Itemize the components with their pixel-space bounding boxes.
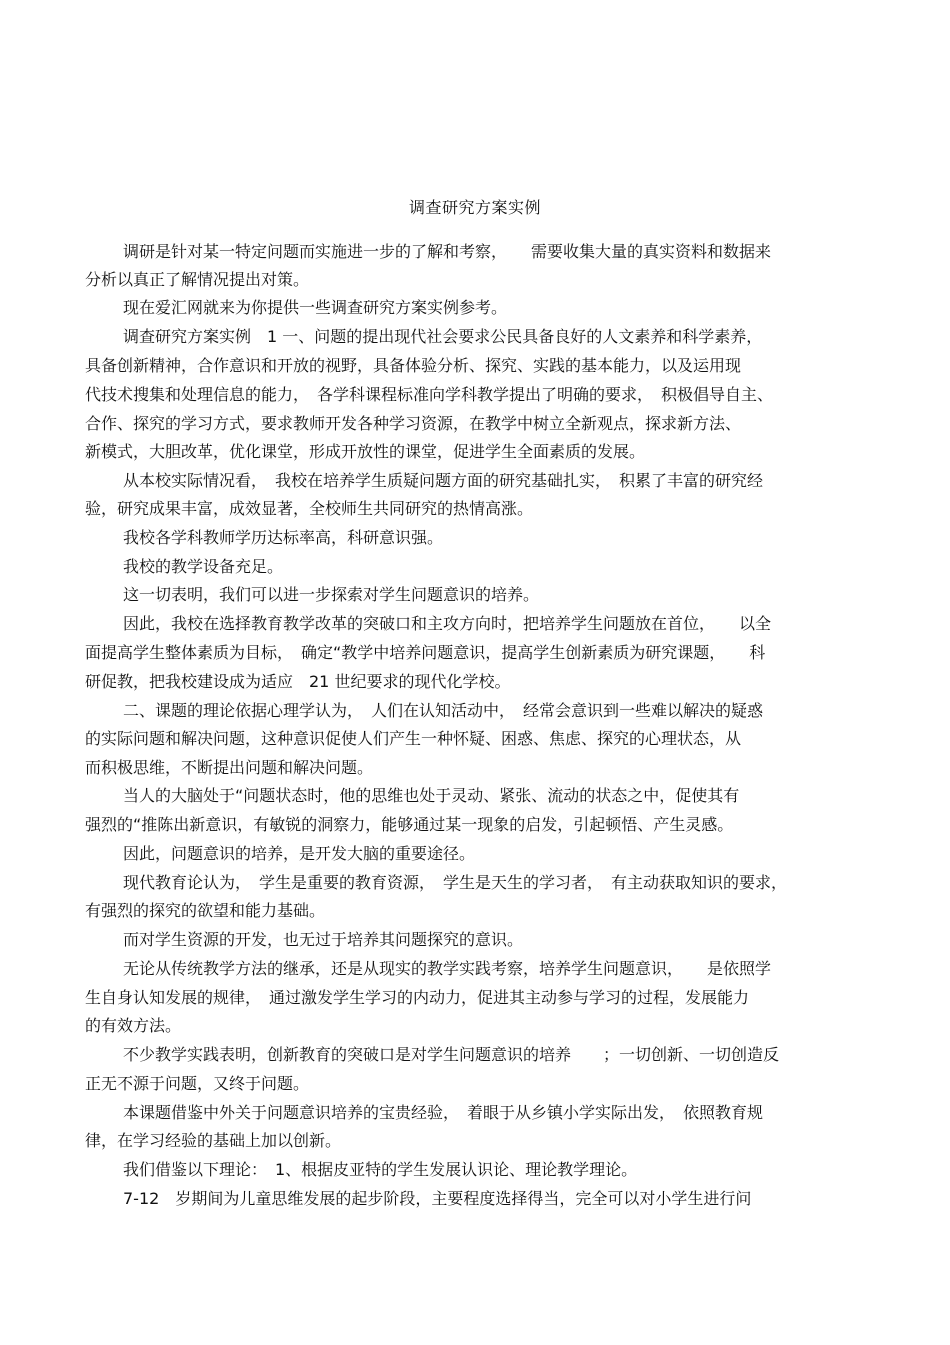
paragraph-line: 的实际问题和解决问题，这种意识促使人们产生一种怀疑、困惑、焦虑、探究的心理状态，从 <box>85 729 742 748</box>
paragraph-line: 分析以真正了解情况提出对策。 <box>85 270 310 289</box>
paragraph-line: 调研是针对某一特定问题而实施进一步的了解和考察， 需要收集大量的真实资料和数据来 <box>123 242 772 261</box>
paragraph-line: 新模式，大胆改革，优化课堂，形成开放性的课堂，促进学生全面素质的发展。 <box>85 442 646 461</box>
paragraph-line: 研促教，把我校建设成为适应 21 世纪要求的现代化学校。 <box>85 672 511 691</box>
paragraph-line: 无论从传统教学方法的继承，还是从现实的教学实践考察，培养学生问题意识， 是依照学 <box>123 959 772 978</box>
paragraph-line: 代技术搜集和处理信息的能力， 各学科课程标准向学科教学提出了明确的要求， 积极倡导自主、 <box>85 385 774 404</box>
paragraph-line: 二、课题的理论依据心理学认为， 人们在认知活动中， 经常会意识到一些难以解决的疑惑 <box>123 701 764 720</box>
paragraph-line: 而积极思维，不断提出问题和解决问题。 <box>85 758 374 777</box>
paragraph-line: 有强烈的探究的欲望和能力基础。 <box>85 901 326 920</box>
paragraph-line: 生自身认知发展的规律， 通过激发学生学习的内动力，促进其主动参与学习的过程，发展能力 <box>85 988 750 1007</box>
paragraph-line: 我们借鉴以下理论： 1、根据皮亚特的学生发展认识论、理论教学理论。 <box>123 1160 638 1179</box>
paragraph-line: 现在爱汇网就来为你提供一些调查研究方案实例参考。 <box>123 298 508 317</box>
paragraph-line: 现代教育论认为， 学生是重要的教育资源， 学生是天生的学习者， 有主动获取知识的要求， <box>123 873 788 892</box>
paragraph-line: 本课题借鉴中外关于问题意识培养的宝贵经验， 着眼于从乡镇小学实际出发， 依照教育规 <box>123 1103 764 1122</box>
paragraph-line: 这一切表明，我们可以进一步探索对学生问题意识的培养。 <box>123 585 540 604</box>
paragraph-line: 具备创新精神，合作意识和开放的视野，具备体验分析、探究、实践的基本能力，以及运用现 <box>85 356 742 375</box>
paragraph-line: 验，研究成果丰富，成效显著，全校师生共同研究的热情高涨。 <box>85 499 534 518</box>
paragraph-line: 当人的大脑处于“问题状态时，他的思维也处于灵动、紧张、流动的状态之中，促使其有 <box>123 786 740 805</box>
paragraph-line: 我校各学科教师学历达标率高，科研意识强。 <box>123 528 444 547</box>
paragraph-line: 合作、探究的学习方式，要求教师开发各种学习资源，在教学中树立全新观点，探求新方法、 <box>85 414 742 433</box>
paragraph-line: 正无不源于问题，又终于问题。 <box>85 1074 310 1093</box>
paragraph-line: 律，在学习经验的基础上加以创新。 <box>85 1131 342 1150</box>
paragraph-line: 因此，问题意识的培养，是开发大脑的重要途径。 <box>123 844 476 863</box>
paragraph-line: 强烈的“推陈出新意识，有敏锐的洞察力，能够通过某一现象的启发，引起顿悟、产生灵感。 <box>85 815 734 834</box>
paragraph-line: 不少教学实践表明，创新教育的突破口是对学生问题意识的培养 ；一切创新、一切创造反 <box>123 1045 780 1064</box>
paragraph-line: 的有效方法。 <box>85 1016 182 1035</box>
paragraph-line: 调查研究方案实例 1 一、问题的提出现代社会要求公民具备良好的人文素养和科学素养， <box>123 327 763 346</box>
paragraph-line: 7-12 岁期间为儿童思维发展的起步阶段，主要程度选择得当，完全可以对小学生进行问 <box>123 1189 752 1208</box>
paragraph-line: 面提高学生整体素质为目标， 确定“教学中培养问题意识，提高学生创新素质为研究课题， 科 <box>85 643 766 662</box>
paragraph-line: 从本校实际情况看， 我校在培养学生质疑问题方面的研究基础扎实， 积累了丰富的研究经 <box>123 471 764 490</box>
paragraph-line: 而对学生资源的开发，也无过于培养其问题探究的意识。 <box>123 930 524 949</box>
paragraph-line: 因此，我校在选择教育教学改革的突破口和主攻方向时，把培养学生问题放在首位， 以全 <box>123 614 772 633</box>
paragraph-line: 我校的教学设备充足。 <box>123 557 284 576</box>
document-title: 调查研究方案实例 <box>408 198 541 217</box>
